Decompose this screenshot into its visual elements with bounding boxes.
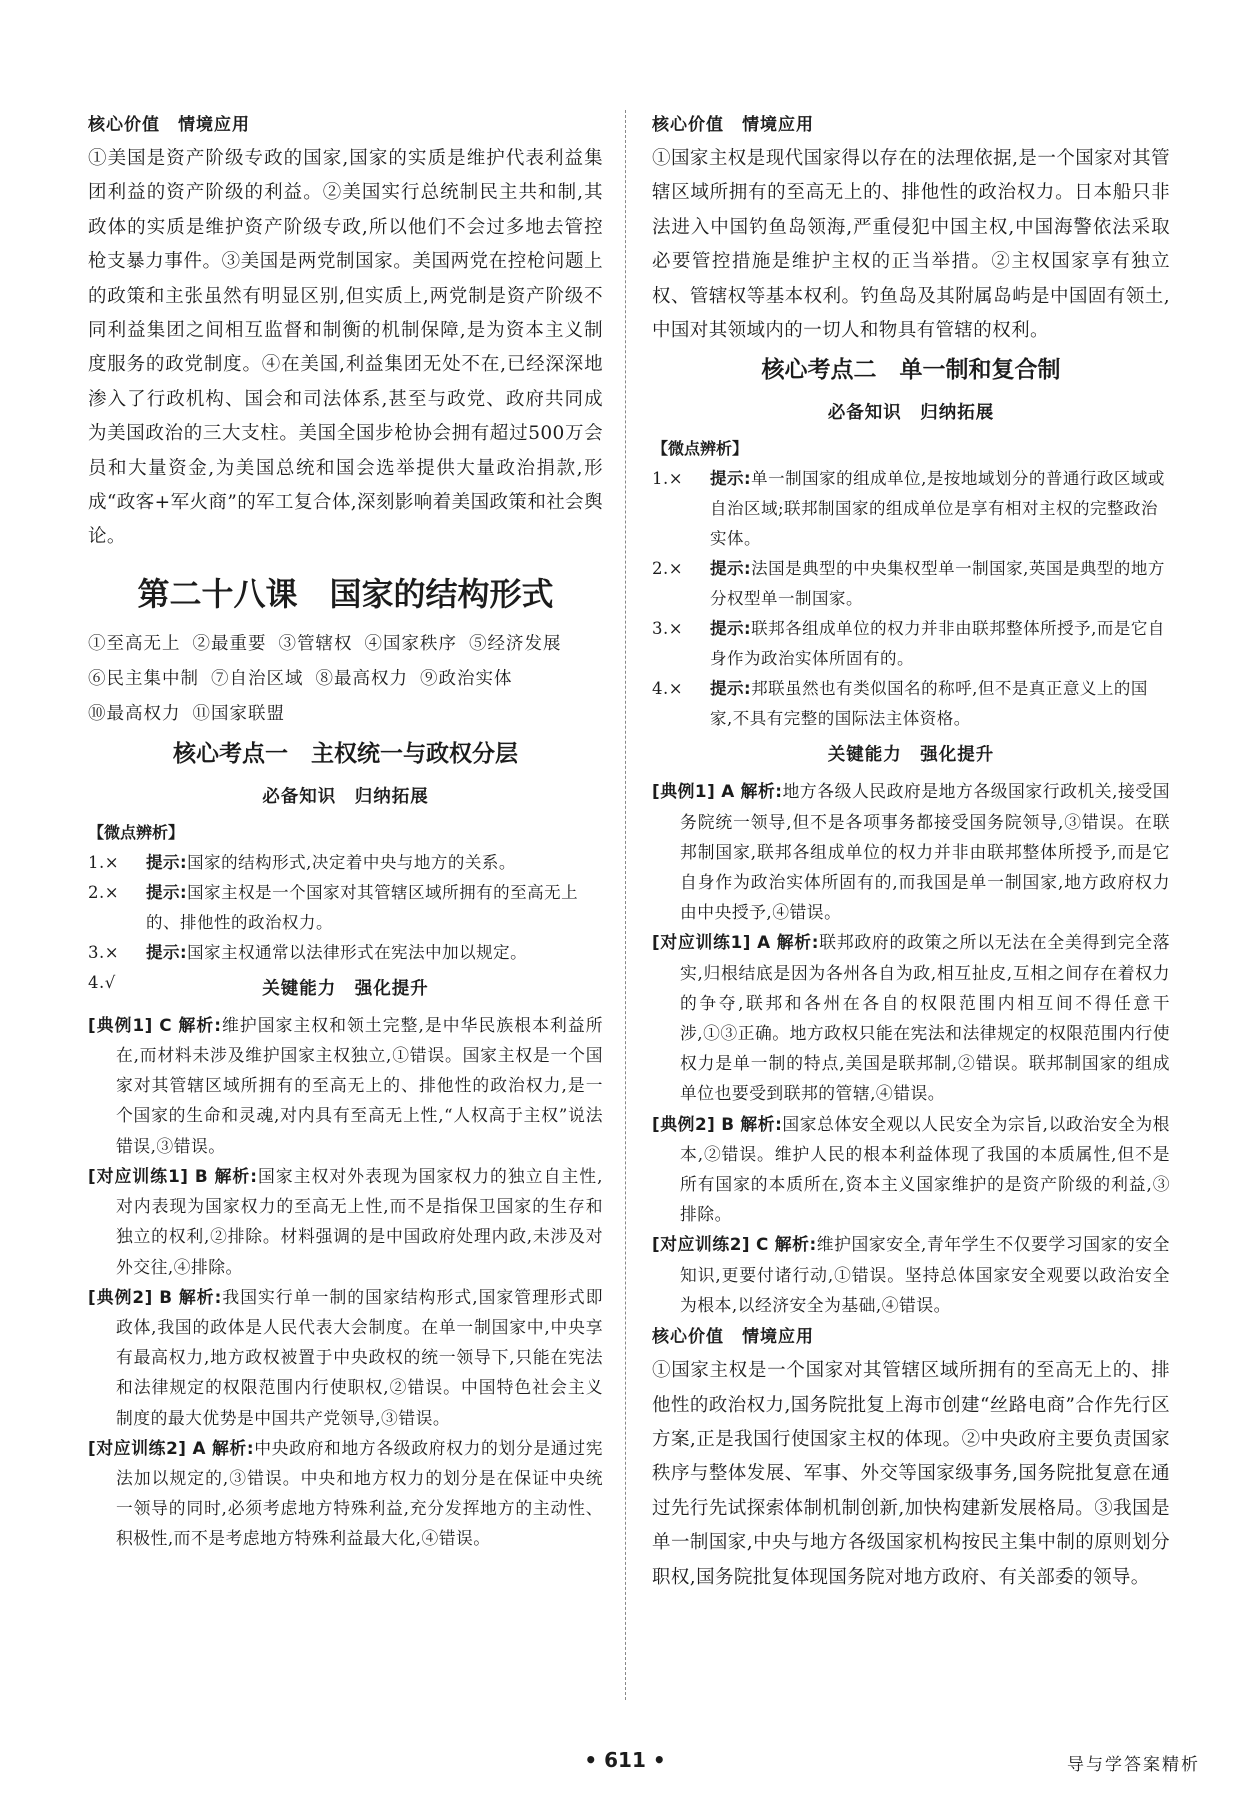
answer-letter: A bbox=[192, 1437, 206, 1458]
section-label-core-value: 核心价值 情境应用 bbox=[652, 1327, 814, 1348]
answer-item: ⑩最高权力 bbox=[88, 703, 181, 724]
analysis-text: 中央政府和地方各级政府权力的划分是通过宪法加以规定的,③错误。中央和地方权力的划分是在保证中央统一领导的同时,必须考虑地方特殊利益,充分发挥地方的主动性、积极性,而不是考虑地方特殊利益最大化,④错误。 bbox=[116, 1437, 603, 1549]
hint-label: 提示: bbox=[710, 559, 752, 579]
answer-item: ⑤经济发展 bbox=[469, 633, 562, 654]
hint-label: 提示: bbox=[710, 469, 752, 489]
item-number: 4.√ bbox=[88, 972, 116, 992]
column-divider bbox=[625, 110, 626, 1700]
hint-text: 单一制国家的组成单位,是按地域划分的普通行政区域或自治区域;联邦制国家的组成单位是享有相对主权的完整政治实体。 bbox=[710, 469, 1165, 549]
item-number: 1.× bbox=[88, 852, 120, 872]
analysis-text: 维护国家安全,青年学生不仅要学习国家的安全知识,更要付诸行动,①错误。坚持总体国家安全观要以政治安全为根本,以经济安全为基础,④错误。 bbox=[680, 1234, 1170, 1315]
answers-row-1 bbox=[88, 627, 603, 662]
hint-label: 提示: bbox=[710, 619, 752, 639]
analysis-label: 解析: bbox=[740, 781, 783, 802]
section-title-1: 核心考点一 主权统一与政权分层 bbox=[173, 740, 518, 767]
micro-item bbox=[652, 614, 1170, 674]
left-column bbox=[88, 108, 603, 1554]
right-column bbox=[652, 108, 1170, 1595]
example-tag: [对应训练2] bbox=[88, 1437, 187, 1458]
example-tag: [对应训练1] bbox=[88, 1165, 189, 1186]
example-entry bbox=[88, 1161, 603, 1282]
answer-item: ⑥民主集中制 bbox=[88, 668, 199, 689]
core-value-paragraph: ①美国是资产阶级专政的国家,国家的实质是维护代表利益集团利益的资产阶级的利益。②美国实行总统制民主共和制,其政体的实质是维护资产阶级专政,所以他们不会过多地去管控枪支暴力事件。③美国是两党制国家。美国两党在控枪问题上的政策和主张虽然有明显区别,但实质上,两党制是资产阶级不同利益集团之间相互监督和制衡的机制保障,是为资本主义制度服务的政党制度。④在美国,利益集团无处不在,已经深深地渗入了行政机构、国会和司法体系,甚至与政党、政府共同成为美国政治的三大支柱。美国全国步枪协会拥有超过500万会员和大量资金,为美国总统和国会选举提供大量政治捐款,形成“政客+军火商”的军工复合体,深刻影响着美国政策和社会舆论。 bbox=[88, 148, 603, 548]
micro-item bbox=[652, 674, 1170, 734]
item-number: 3.× bbox=[88, 942, 120, 962]
section-title-2: 核心考点二 单一制和复合制 bbox=[761, 357, 1061, 384]
analysis-text: 国家总体安全观以人民安全为宗旨,以政治安全为根本,②错误。维护人民的根本利益体现了我国的本质属性,但不是所有国家的本质所在,资本主义国家维护的是资产阶级的利益,③排除。 bbox=[680, 1113, 1170, 1225]
example-entry bbox=[652, 927, 1170, 1108]
page-number: • 611 • bbox=[584, 1748, 666, 1772]
item-number: 1.× bbox=[652, 469, 684, 489]
hint-text: 联邦各组成单位的权力并非由联邦整体所授予,而是它自身作为政治实体所固有的。 bbox=[710, 619, 1165, 669]
section-label-core-value: 核心价值 情境应用 bbox=[88, 115, 250, 135]
hint-label: 提示: bbox=[146, 852, 188, 872]
answers-row-2 bbox=[88, 662, 603, 697]
item-number: 2.× bbox=[88, 882, 120, 902]
analysis-text: 维护国家主权和领土完整,是中华民族根本利益所在,而材料未涉及维护国家主权独立,①错误。国家主权是一个国家对其管辖区域所拥有的至高无上的、排他性的政治权力,是一个国家的生命和灵魂,对内具有至高无上性,“人权高于主权”说法错误,③错误。 bbox=[116, 1014, 603, 1156]
item-number: 2.× bbox=[652, 559, 684, 579]
answer-item: ③管辖权 bbox=[278, 633, 353, 654]
micro-analysis-heading: 【微点辨析】 bbox=[88, 822, 185, 842]
example-tag: [对应训练2] bbox=[652, 1234, 751, 1255]
hint-label: 提示: bbox=[710, 679, 752, 699]
answer-letter: A bbox=[721, 781, 735, 802]
analysis-text: 联邦政府的政策之所以无法在全美得到完全落实,归根结底是因为各州各自为政,相互扯皮,互相之间存在着权力的争夺,联邦和各州在各自的权限范围内相互间不得任意干涉,①③正确。地方政权只能在宪法和法律规定的权限范围内行使权力是单一制的特点,美国是联邦制,②错误。联邦制国家的组成单位也要受到联邦的管辖,④错误。 bbox=[680, 932, 1170, 1104]
micro-item bbox=[88, 938, 603, 968]
example-tag: [对应训练1] bbox=[652, 932, 751, 953]
answer-letter: C bbox=[756, 1234, 769, 1255]
answer-item: ⑧最高权力 bbox=[315, 668, 408, 689]
micro-item bbox=[88, 878, 603, 938]
answer-item: ⑪国家联盟 bbox=[192, 703, 285, 724]
book-label: 导与学答案精析 bbox=[1067, 1755, 1200, 1775]
micro-analysis-heading: 【微点辨析】 bbox=[652, 439, 749, 459]
sub-title-knowledge: 必备知识 归纳拓展 bbox=[262, 786, 429, 807]
analysis-label: 解析: bbox=[740, 1113, 783, 1134]
analysis-label: 解析: bbox=[211, 1437, 255, 1458]
core-value-paragraph: ①国家主权是现代国家得以存在的法理依据,是一个国家对其管辖区域所拥有的至高无上的、排他性的政治权力。日本船只非法进入中国钓鱼岛领海,严重侵犯中国主权,中国海警依法采取必要管控措施是维护主权的正当举措。②主权国家享有独立权、管辖权等基本权利。钓鱼岛及其附属岛屿是中国固有领土,中国对其领域内的一切人和物具有管辖的权利。 bbox=[652, 148, 1170, 342]
answer-item: ①至高无上 bbox=[88, 633, 181, 654]
analysis-text: 地方各级人民政府是地方各级国家行政机关,接受国务院统一领导,但不是各项事务都接受国务院领导,③错误。在联邦制国家,联邦各组成单位的权力并非由联邦整体所授予,而是它自身作为政治实体所固有的,而我国是单一制国家,地方政府权力由中央授予,④错误。 bbox=[680, 781, 1170, 923]
hint-text: 邦联虽然也有类似国名的称呼,但不是真正意义上的国家,不具有完整的国际法主体资格。 bbox=[710, 679, 1148, 729]
answer-item: ④国家秩序 bbox=[364, 633, 457, 654]
example-entry bbox=[652, 776, 1170, 927]
analysis-label: 解析: bbox=[178, 1286, 222, 1307]
answer-item: ⑦自治区域 bbox=[211, 668, 304, 689]
item-number: 4.× bbox=[652, 679, 684, 699]
section-label-core-value: 核心价值 情境应用 bbox=[652, 115, 814, 135]
item-number: 3.× bbox=[652, 619, 684, 639]
example-tag: [典例2] bbox=[652, 1113, 716, 1134]
answer-letter: B bbox=[194, 1165, 209, 1186]
example-entry bbox=[88, 1282, 603, 1433]
core-value-paragraph: ①国家主权是一个国家对其管辖区域所拥有的至高无上的、排他性的政治权力,国务院批复上海市创建“丝路电商”合作先行区方案,正是我国行使国家主权的体现。②中央政府主要负责国家秩序与整体发展、军事、外交等国家级事务,国务院批复意在通过先行先试探索体制机制创新,加快构建新发展格局。③我国是单一制国家,中央与地方各级国家机构按民主集中制的原则划分职权,国务院批复体现国务院对地方政府、有关部委的领导。 bbox=[652, 1360, 1170, 1588]
example-entry bbox=[652, 1109, 1170, 1230]
micro-item bbox=[652, 554, 1170, 614]
sub-title-ability: 关键能力 强化提升 bbox=[827, 745, 995, 766]
answers-row-3 bbox=[88, 697, 603, 732]
analysis-label: 解析: bbox=[774, 1234, 817, 1255]
answer-letter: B bbox=[159, 1286, 173, 1307]
answer-item: ⑨政治实体 bbox=[420, 668, 513, 689]
hint-label: 提示: bbox=[146, 882, 188, 902]
hint-label: 提示: bbox=[146, 942, 188, 962]
example-entry bbox=[652, 1229, 1170, 1320]
analysis-text: 国家主权对外表现为国家权力的独立自主性,对内表现为国家权力的至高无上性,而不是指保卫国家的生存和独立的权利,②排除。材料强调的是中国政府处理内政,未涉及对外交往,④排除。 bbox=[116, 1165, 603, 1277]
example-tag: [典例2] bbox=[88, 1286, 153, 1307]
sub-title-ability: 关键能力 强化提升 bbox=[262, 978, 429, 999]
answer-letter: A bbox=[757, 932, 771, 953]
answer-letter: B bbox=[721, 1113, 735, 1134]
micro-item bbox=[88, 848, 603, 878]
analysis-label: 解析: bbox=[178, 1014, 222, 1035]
example-entry bbox=[88, 1010, 603, 1161]
hint-text: 国家主权通常以法律形式在宪法中加以规定。 bbox=[187, 942, 528, 962]
answer-letter: C bbox=[159, 1014, 173, 1035]
example-entry bbox=[88, 1433, 603, 1554]
sub-title-knowledge: 必备知识 归纳拓展 bbox=[827, 403, 995, 424]
analysis-label: 解析: bbox=[776, 932, 820, 953]
answer-item: ②最重要 bbox=[192, 633, 267, 654]
example-tag: [典例1] bbox=[652, 781, 716, 802]
analysis-text: 我国实行单一制的国家结构形式,国家管理形式即政体,我国的政体是人民代表大会制度。在单一制国家中,中央享有最高权力,地方政权被置于中央政权的统一领导下,只能在宪法和法律规定的权限范围内行使职权,②错误。中国特色社会主义制度的最大优势是中国共产党领导,③错误。 bbox=[116, 1286, 603, 1428]
analysis-label: 解析: bbox=[214, 1165, 258, 1186]
example-tag: [典例1] bbox=[88, 1014, 153, 1035]
fill-blank-answers bbox=[88, 627, 603, 732]
micro-item bbox=[652, 464, 1170, 554]
hint-text: 法国是典型的中央集权型单一制国家,英国是典型的地方分权型单一制国家。 bbox=[710, 559, 1165, 609]
hint-text: 国家的结构形式,决定着中央与地方的关系。 bbox=[187, 852, 516, 872]
lesson-title: 第二十八课 国家的结构形式 bbox=[137, 574, 554, 613]
hint-text: 国家主权是一个国家对其管辖区域所拥有的至高无上的、排他性的政治权力。 bbox=[146, 882, 579, 932]
